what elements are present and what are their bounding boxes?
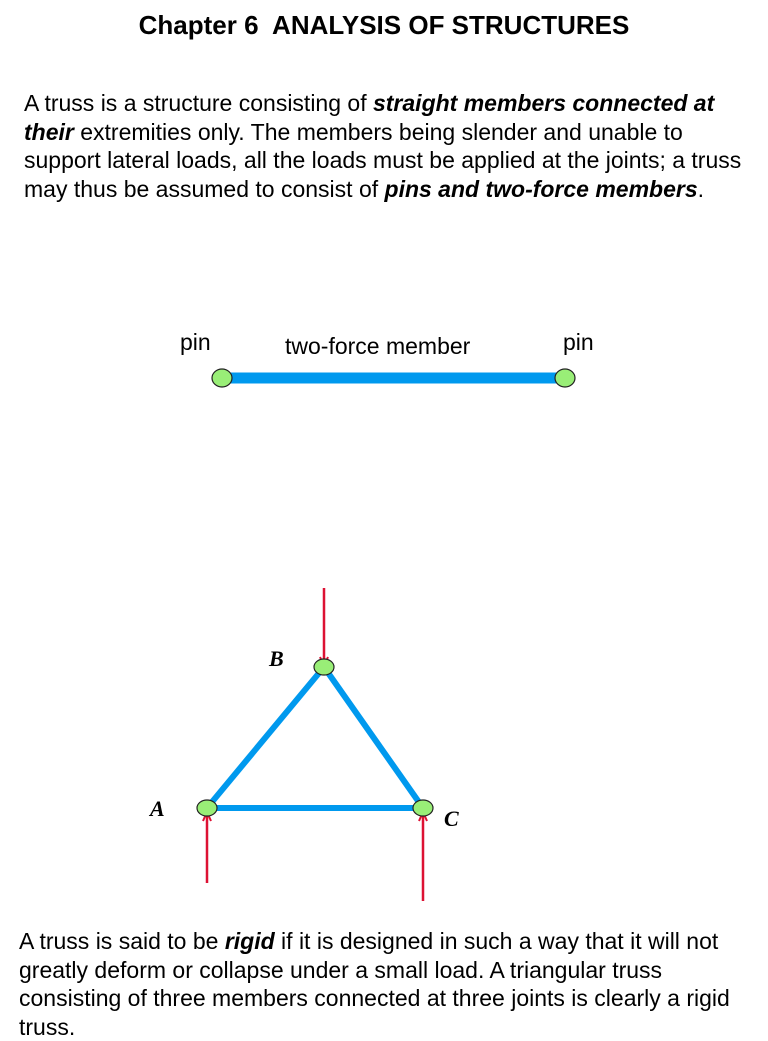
page-title: Chapter 6 ANALYSIS OF STRUCTURES [138,10,630,40]
two-force-member-label: two-force member [285,333,471,359]
rigid-emphasis: rigid [224,928,275,954]
intro-emphasis-2: pins and two-force members [384,175,698,202]
joint-label-c: C [444,806,459,831]
pin-left-joint [212,369,232,387]
truss-member-ab [207,667,324,808]
intro-emphasis-1: straight members connected at their [24,90,715,145]
pin-label-right: pin [563,329,594,355]
intro-text-2: extremities only. The members being slender and unable to support lateral loads, all the loads must be applied at the joints; a truss may thus be assumed to consist of [24,118,742,202]
joint-b [314,659,334,675]
pin-label-left: pin [180,329,211,355]
intro-text-1: A truss is a structure consisting of [24,90,373,116]
joint-a [197,800,217,816]
rigid-text-2: if it is designed in such a way that it will not greatly deform or collapse under a small load. A triangular truss consisting of three members connected at three joints is clearly a rigid truss. [19,928,730,1040]
truss-member-bc [324,667,423,808]
joint-c [413,800,433,816]
rigid-text-1: A truss is said to be [19,928,225,954]
pin-right-joint [555,369,575,387]
joint-label-a: A [150,796,165,821]
intro-text-3: . [697,175,705,202]
joint-label-b: B [269,646,284,671]
